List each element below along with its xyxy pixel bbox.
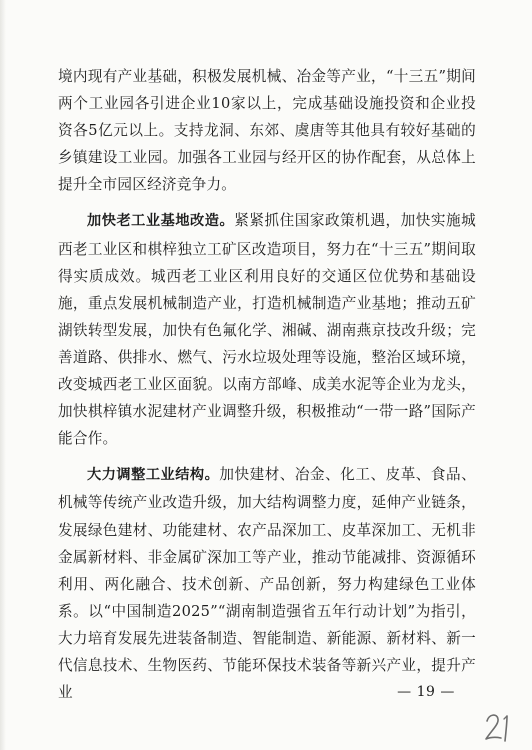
handwritten-page-note — [480, 708, 516, 744]
paragraph-heading: 大力调整工业结构。 — [87, 467, 220, 484]
scan-edge — [0, 0, 6, 750]
paragraph-heading: 加快老工业基地改造。 — [87, 213, 235, 230]
page-number: — 19 — — [397, 684, 455, 700]
paragraph-text: 紧紧抓住国家政策机遇，加快实施城西老工业区和棋梓独立工矿区改造项目，努力在“十三五”期间取得实质成效。城西老工业区利用良好的交通区位优势和基础设施，重点发展机械制造产业，打造机械制造产业基地；推动五矿湖铁转型发展，加快有色氟化学、湘碱、湖南燕京技改升级；完善道路、供排水、燃气、污水垃圾处理等设施，整治区域环境，改变城西老工业区面貌。以南方部峰、成美水泥等企业为龙头，加快棋梓镇水泥建材产业调整升级，积极推动“一带一路”国际产能合作。 — [58, 212, 476, 448]
paragraph-industrial-structure — [58, 461, 476, 706]
paragraph-text: 境内现有产业基础，积极发展机械、冶金等产业，“十三五”期间两个工业园各引进企业10家以上，完成基础设施投资和企业投资各5亿元以上。支持龙洞、东郊、虞唐等其他具有较好基础的乡镇建设工业园。加强各工业园与经开区的协作配套，从总体上提升全市园区经济竞争力。 — [58, 68, 476, 194]
paragraph-old-industrial-base — [58, 207, 476, 452]
paragraph-industrial-parks — [58, 63, 476, 198]
document-body — [58, 63, 476, 706]
paragraph-text: 加快建材、冶金、化工、皮革、食品、机械等传统产业改造升级，加大结构调整力度，延伸产业链条，发展绿色建材、功能建材、农产品深加工、皮革深加工、无机非金属新材料、非金属矿深加工等产业，推动节能减排、资源循环利用、两化融合、技术创新、产品创新，努力构建绿色工业体系。以“中国制造2025”“湖南制造强省五年行动计划”为指引，大力培育发展先进装备制造、智能制造、新能源、新材料、新一代信息技术、生物医药、节能环保技术装备等新兴产业，提升产业 — [58, 466, 476, 702]
